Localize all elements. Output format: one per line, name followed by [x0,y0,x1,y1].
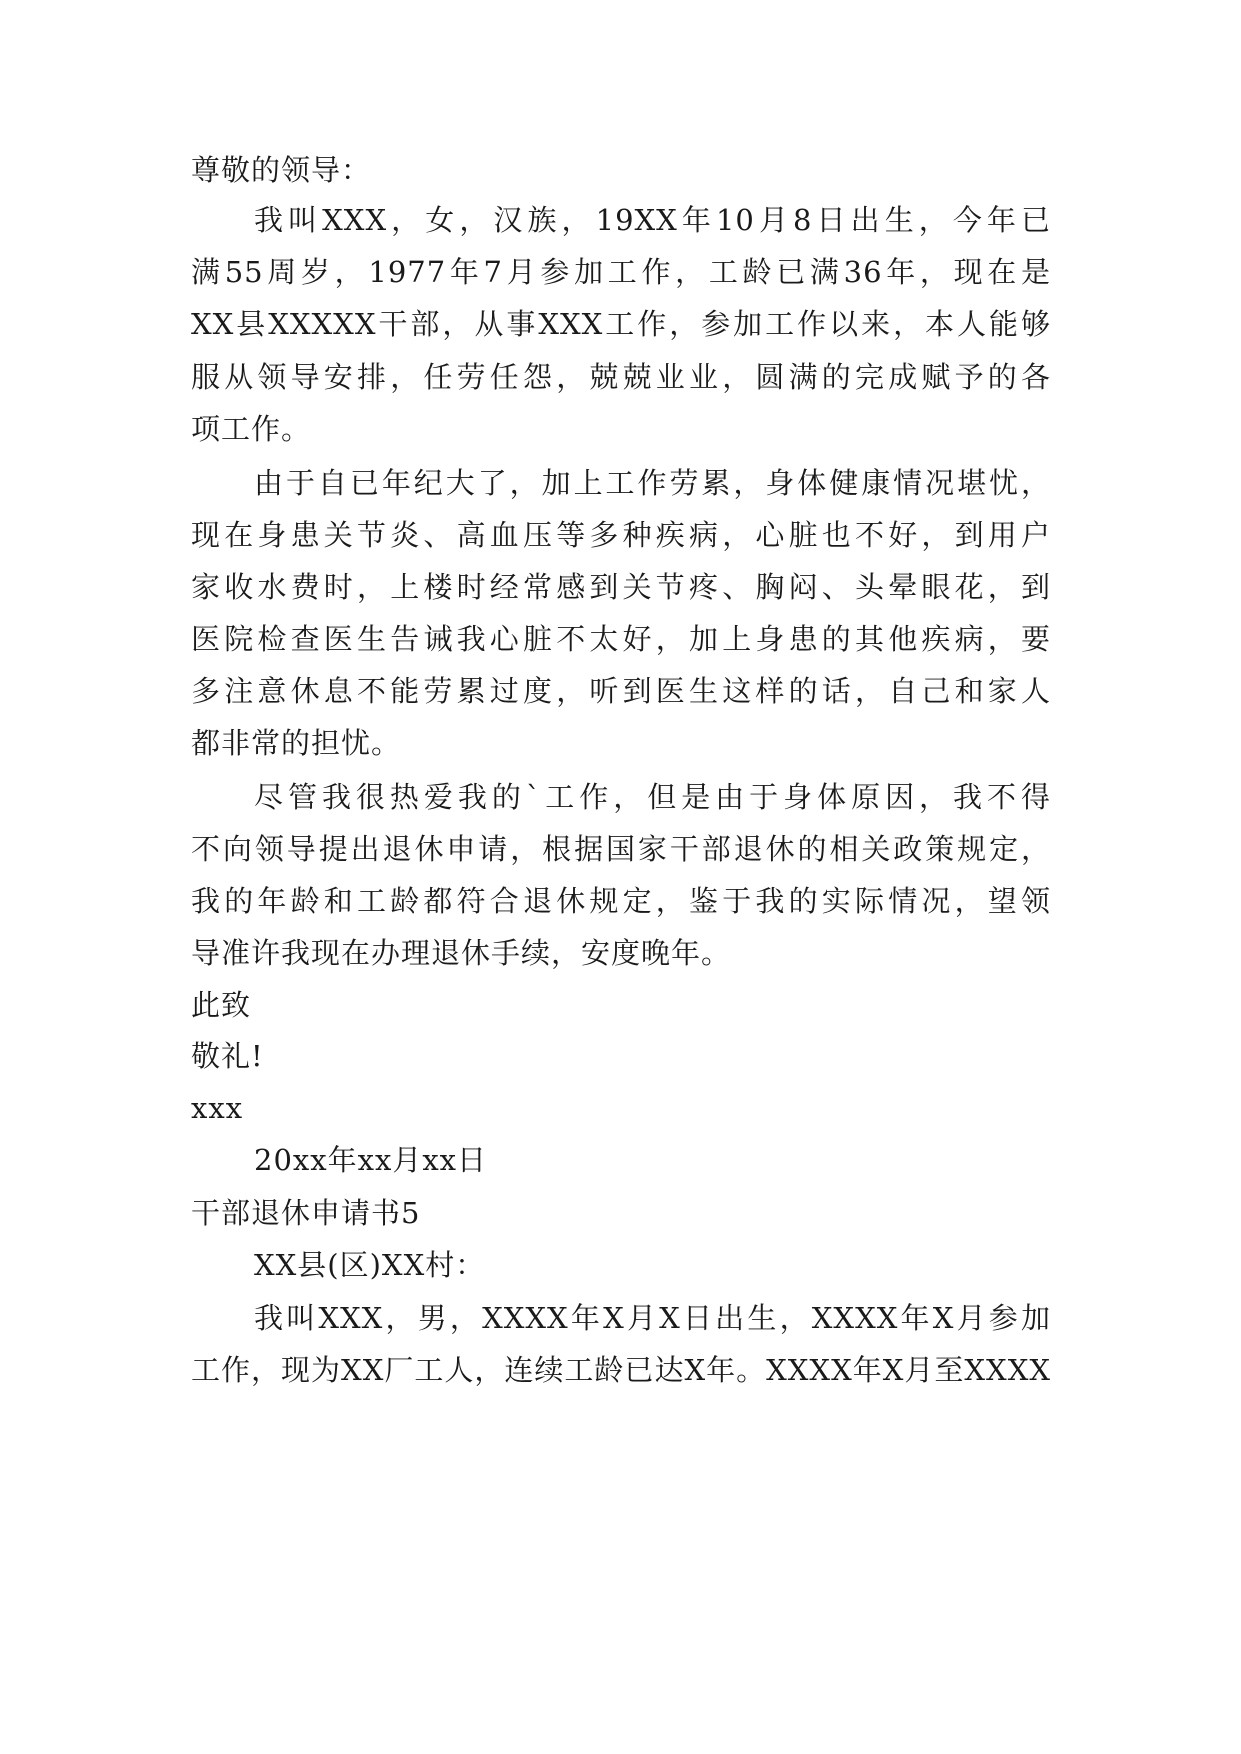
paragraph-3-line-3: 我的年龄和工龄都符合退休规定，鉴于我的实际情况，望领 [191,884,1051,918]
paragraph-3-line-4: 导准许我现在办理退休手续，安度晚年。 [191,936,732,970]
paragraph-3-line-1: 尽管我很热爱我的`工作，但是由于身体原因，我不得 [254,780,1051,814]
paragraph-2-line-5: 多注意休息不能劳累过度，听到医生这样的话，自己和家人 [191,674,1051,708]
paragraph-3-line-2: 不向领导提出退休申请，根据国家干部退休的相关政策规定， [191,832,1051,866]
paragraph-1-line-1: 我叫XXX，女，汉族，19XX年10月8日出生，今年已 [254,203,1051,237]
signature-name: xxx [191,1091,244,1125]
section-title: 干部退休申请书5 [191,1196,421,1230]
paragraph-1-line-3: XX县XXXXX干部，从事XXX工作，参加工作以来，本人能够 [191,307,1051,341]
addressee: XX县(区)XX村： [254,1248,486,1282]
paragraph-4-line-2: 工作，现为XX厂工人，连续工龄已达X年。XXXX年X月至XXXX [191,1353,1051,1387]
paragraph-2-line-4: 医院检查医生告诫我心脏不太好，加上身患的其他疾病，要 [191,622,1051,656]
paragraph-1-line-5: 项工作。 [191,412,312,446]
paragraph-2-line-6: 都非常的担忧。 [191,726,402,760]
signature-date: 20xx年xx月xx日 [254,1143,488,1177]
paragraph-4-line-1: 我叫XXX，男，XXXX年X月X日出生，XXXX年X月参加 [254,1301,1051,1335]
paragraph-2-line-2: 现在身患关节炎、高血压等多种疾病，心脏也不好，到用户 [191,518,1051,552]
paragraph-1-line-2: 满55周岁，1977年7月参加工作，工龄已满36年，现在是 [191,255,1051,289]
closing-line-1: 此致 [191,988,252,1022]
salutation: 尊敬的领导： [191,153,372,187]
paragraph-1-line-4: 服从领导安排，任劳任怨，兢兢业业，圆满的完成赋予的各 [191,360,1051,394]
paragraph-2-line-1: 由于自已年纪大了，加上工作劳累，身体健康情况堪忧， [254,466,1051,500]
closing-line-2: 敬礼! [191,1039,264,1073]
paragraph-2-line-3: 家收水费时，上楼时经常感到关节疼、胸闷、头晕眼花，到 [191,570,1051,604]
